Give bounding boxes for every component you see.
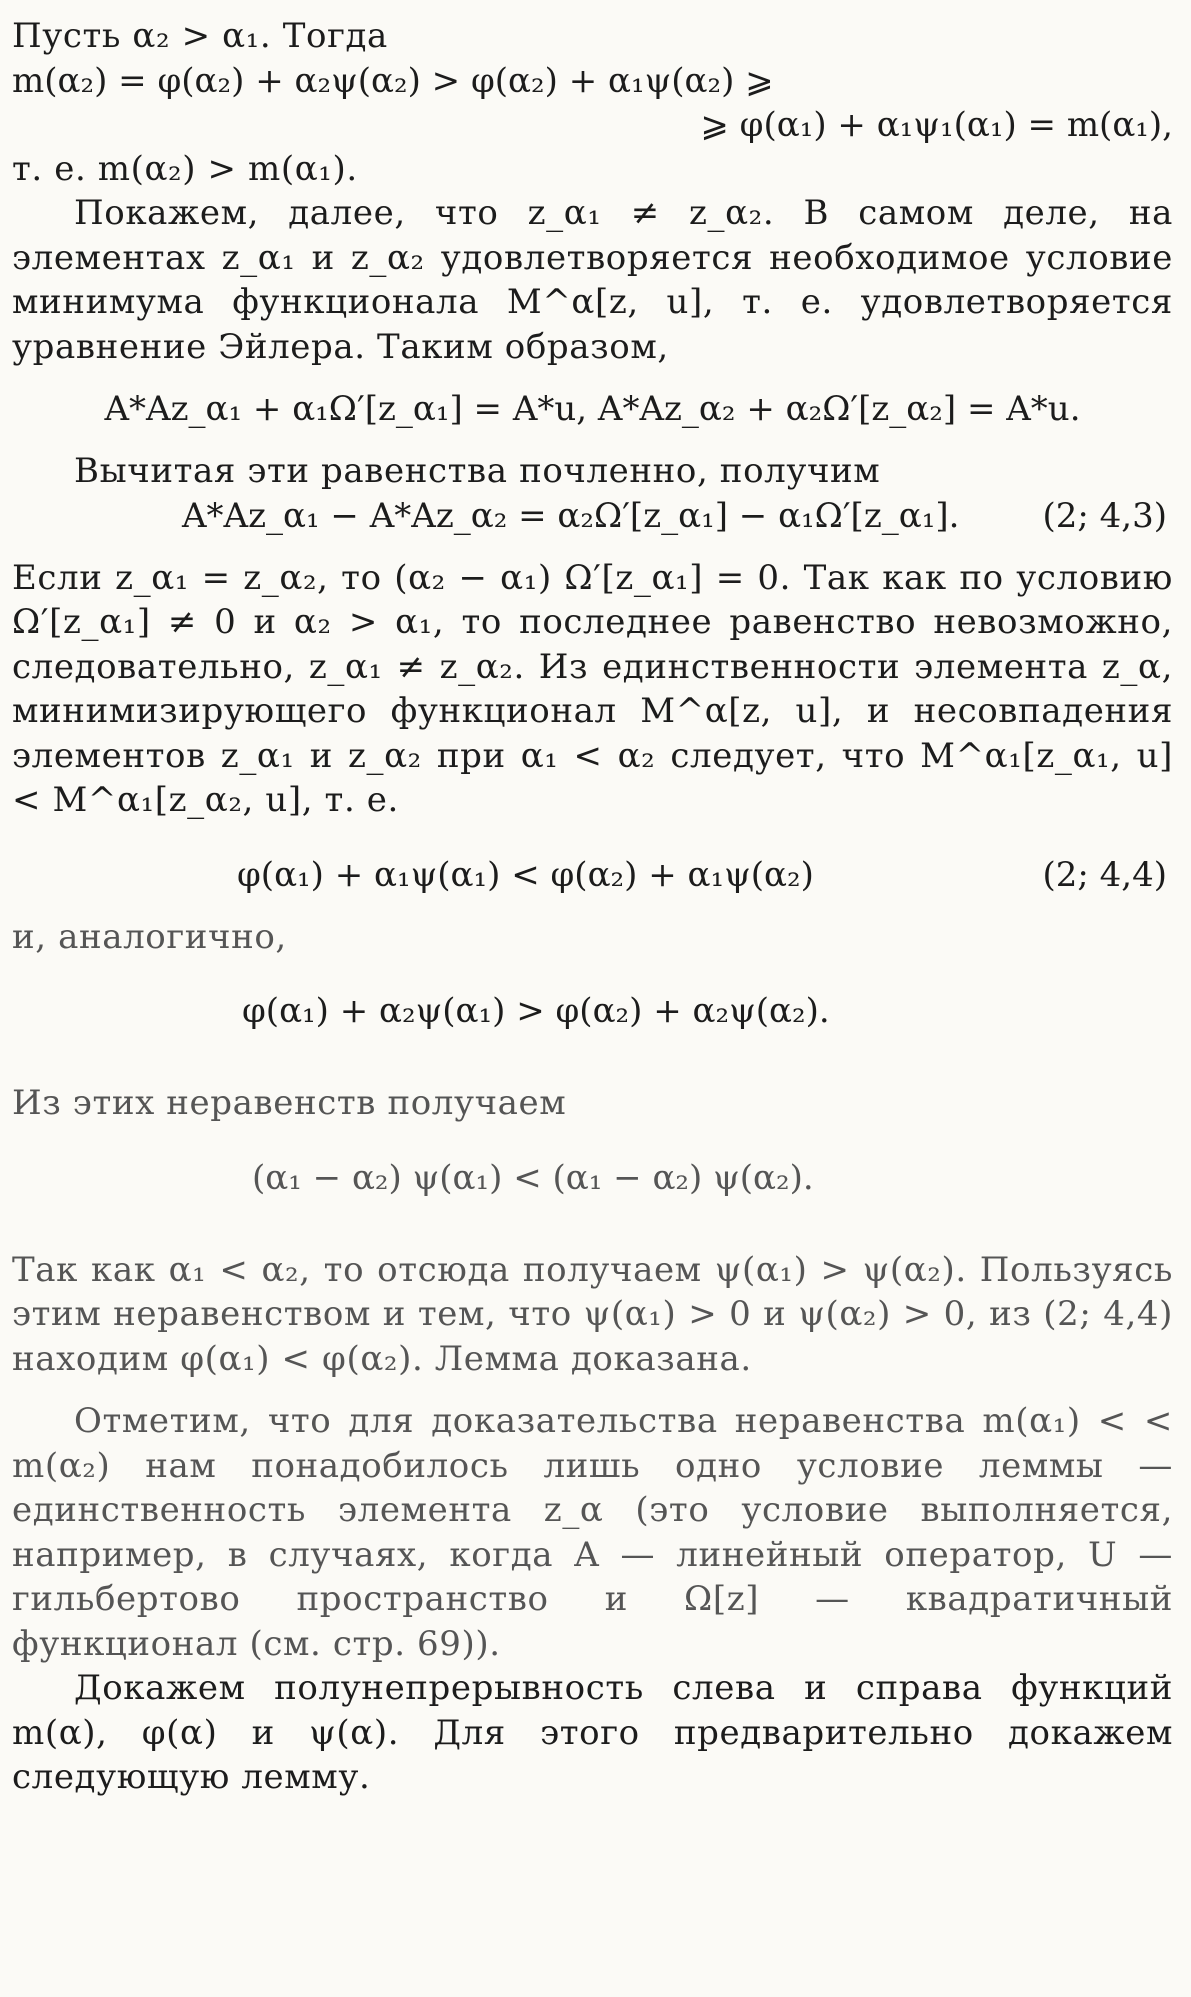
equation-line-m-alpha1: ⩾ φ(α₁) + α₁ψ₁(α₁) = m(α₁),: [700, 104, 1173, 145]
paragraph-semicontinuity: Докажем полунепрерывность слева и справа функций m(α), φ(α) и ψ(α). Для этого предварительно докажем следующую лемму.: [12, 1668, 1173, 1797]
text-line-conclusion: т. е. m(α₂) > m(α₁).: [12, 148, 358, 189]
equation-psi-comparison: (α₁ − α₂) ψ(α₁) < (α₁ − α₂) ψ(α₂).: [252, 1157, 814, 1198]
equation-row-2-4-3: [12, 494, 1173, 538]
equation-line-m-alpha2: m(α₂) = φ(α₂) + α₂ψ(α₂) > φ(α₂) + α₁ψ(α₂) ⩾: [12, 60, 774, 101]
paragraph-lemma-proved: Так как α₁ < α₂, то отсюда получаем ψ(α₁) > ψ(α₂). Пользуясь этим неравенством и тем, что ψ(α₁) > 0 и ψ(α₂) > 0, из (2; 4,4) находим φ(α₁) < φ(α₂). Лемма доказана.: [12, 1249, 1173, 1379]
equation-row-2-4-4: [12, 853, 1173, 897]
equation-euler: A*Az_α₁ + α₁Ω′[z_α₁] = A*u, A*Az_α₂ + α₂Ω′[z_α₂] = A*u.: [104, 389, 1081, 429]
text-line-intro: Пусть α₂ > α₁. Тогда: [12, 16, 388, 56]
equation-phi-psi-alpha1: φ(α₁) + α₁ψ(α₁) < φ(α₂) + α₁ψ(α₂): [237, 854, 814, 895]
paragraph-if-equal: Если z_α₁ = z_α₂, то (α₂ − α₁) Ω′[z_α₁] = 0. Так как по условию Ω′[z_α₁] ≠ 0 и α₂ > α₁, то последнее равенство невозможно, следовательно, z_α₁ ≠ z_α₂. Из единственности элемента z_α, минимизирующего функционал M^α[z, u], и несовпадения элементов z_α₁ и z_α₂ при α₁ < α₂ следует, что M^α₁[z_α₁, u] < M^α₁[z_α₂, u], т. е.: [12, 557, 1173, 820]
equation-difference: A*Az_α₁ − A*Az_α₂ = α₂Ω′[z_α₁] − α₁Ω′[z_α₁].: [182, 495, 960, 536]
equation-number-2-4-4: (2; 4,4): [1042, 854, 1167, 895]
equation-phi-psi-alpha2: φ(α₁) + α₂ψ(α₁) > φ(α₂) + α₂ψ(α₂).: [242, 991, 830, 1031]
text-line-similarly: и, аналогично,: [12, 916, 287, 957]
paragraph-show-inequality: Покажем, далее, что z_α₁ ≠ z_α₂. В самом деле, на элементах z_α₁ и z_α₂ удовлетворяется необходимое условие минимума функционала M^α[z, u], т. е. удовлетворяется уравнение Эйлера. Таким образом,: [12, 193, 1173, 367]
text-line-from-inequalities: Из этих неравенств получаем: [12, 1083, 567, 1123]
paragraph-note: Отметим, что для доказательства неравенства m(α₁) < < m(α₂) нам понадобилось лишь одно условие леммы — единственность элемента z_α (это условие выполняется, например, в случаях, когда A — линейный оператор, U — гильбертово пространство и Ω[z] — квадратичный функционал (см. стр. 69)).: [12, 1401, 1173, 1664]
paragraph-subtract: Вычитая эти равенства почленно, получим: [74, 451, 881, 491]
equation-number-2-4-3: (2; 4,3): [1042, 495, 1167, 536]
